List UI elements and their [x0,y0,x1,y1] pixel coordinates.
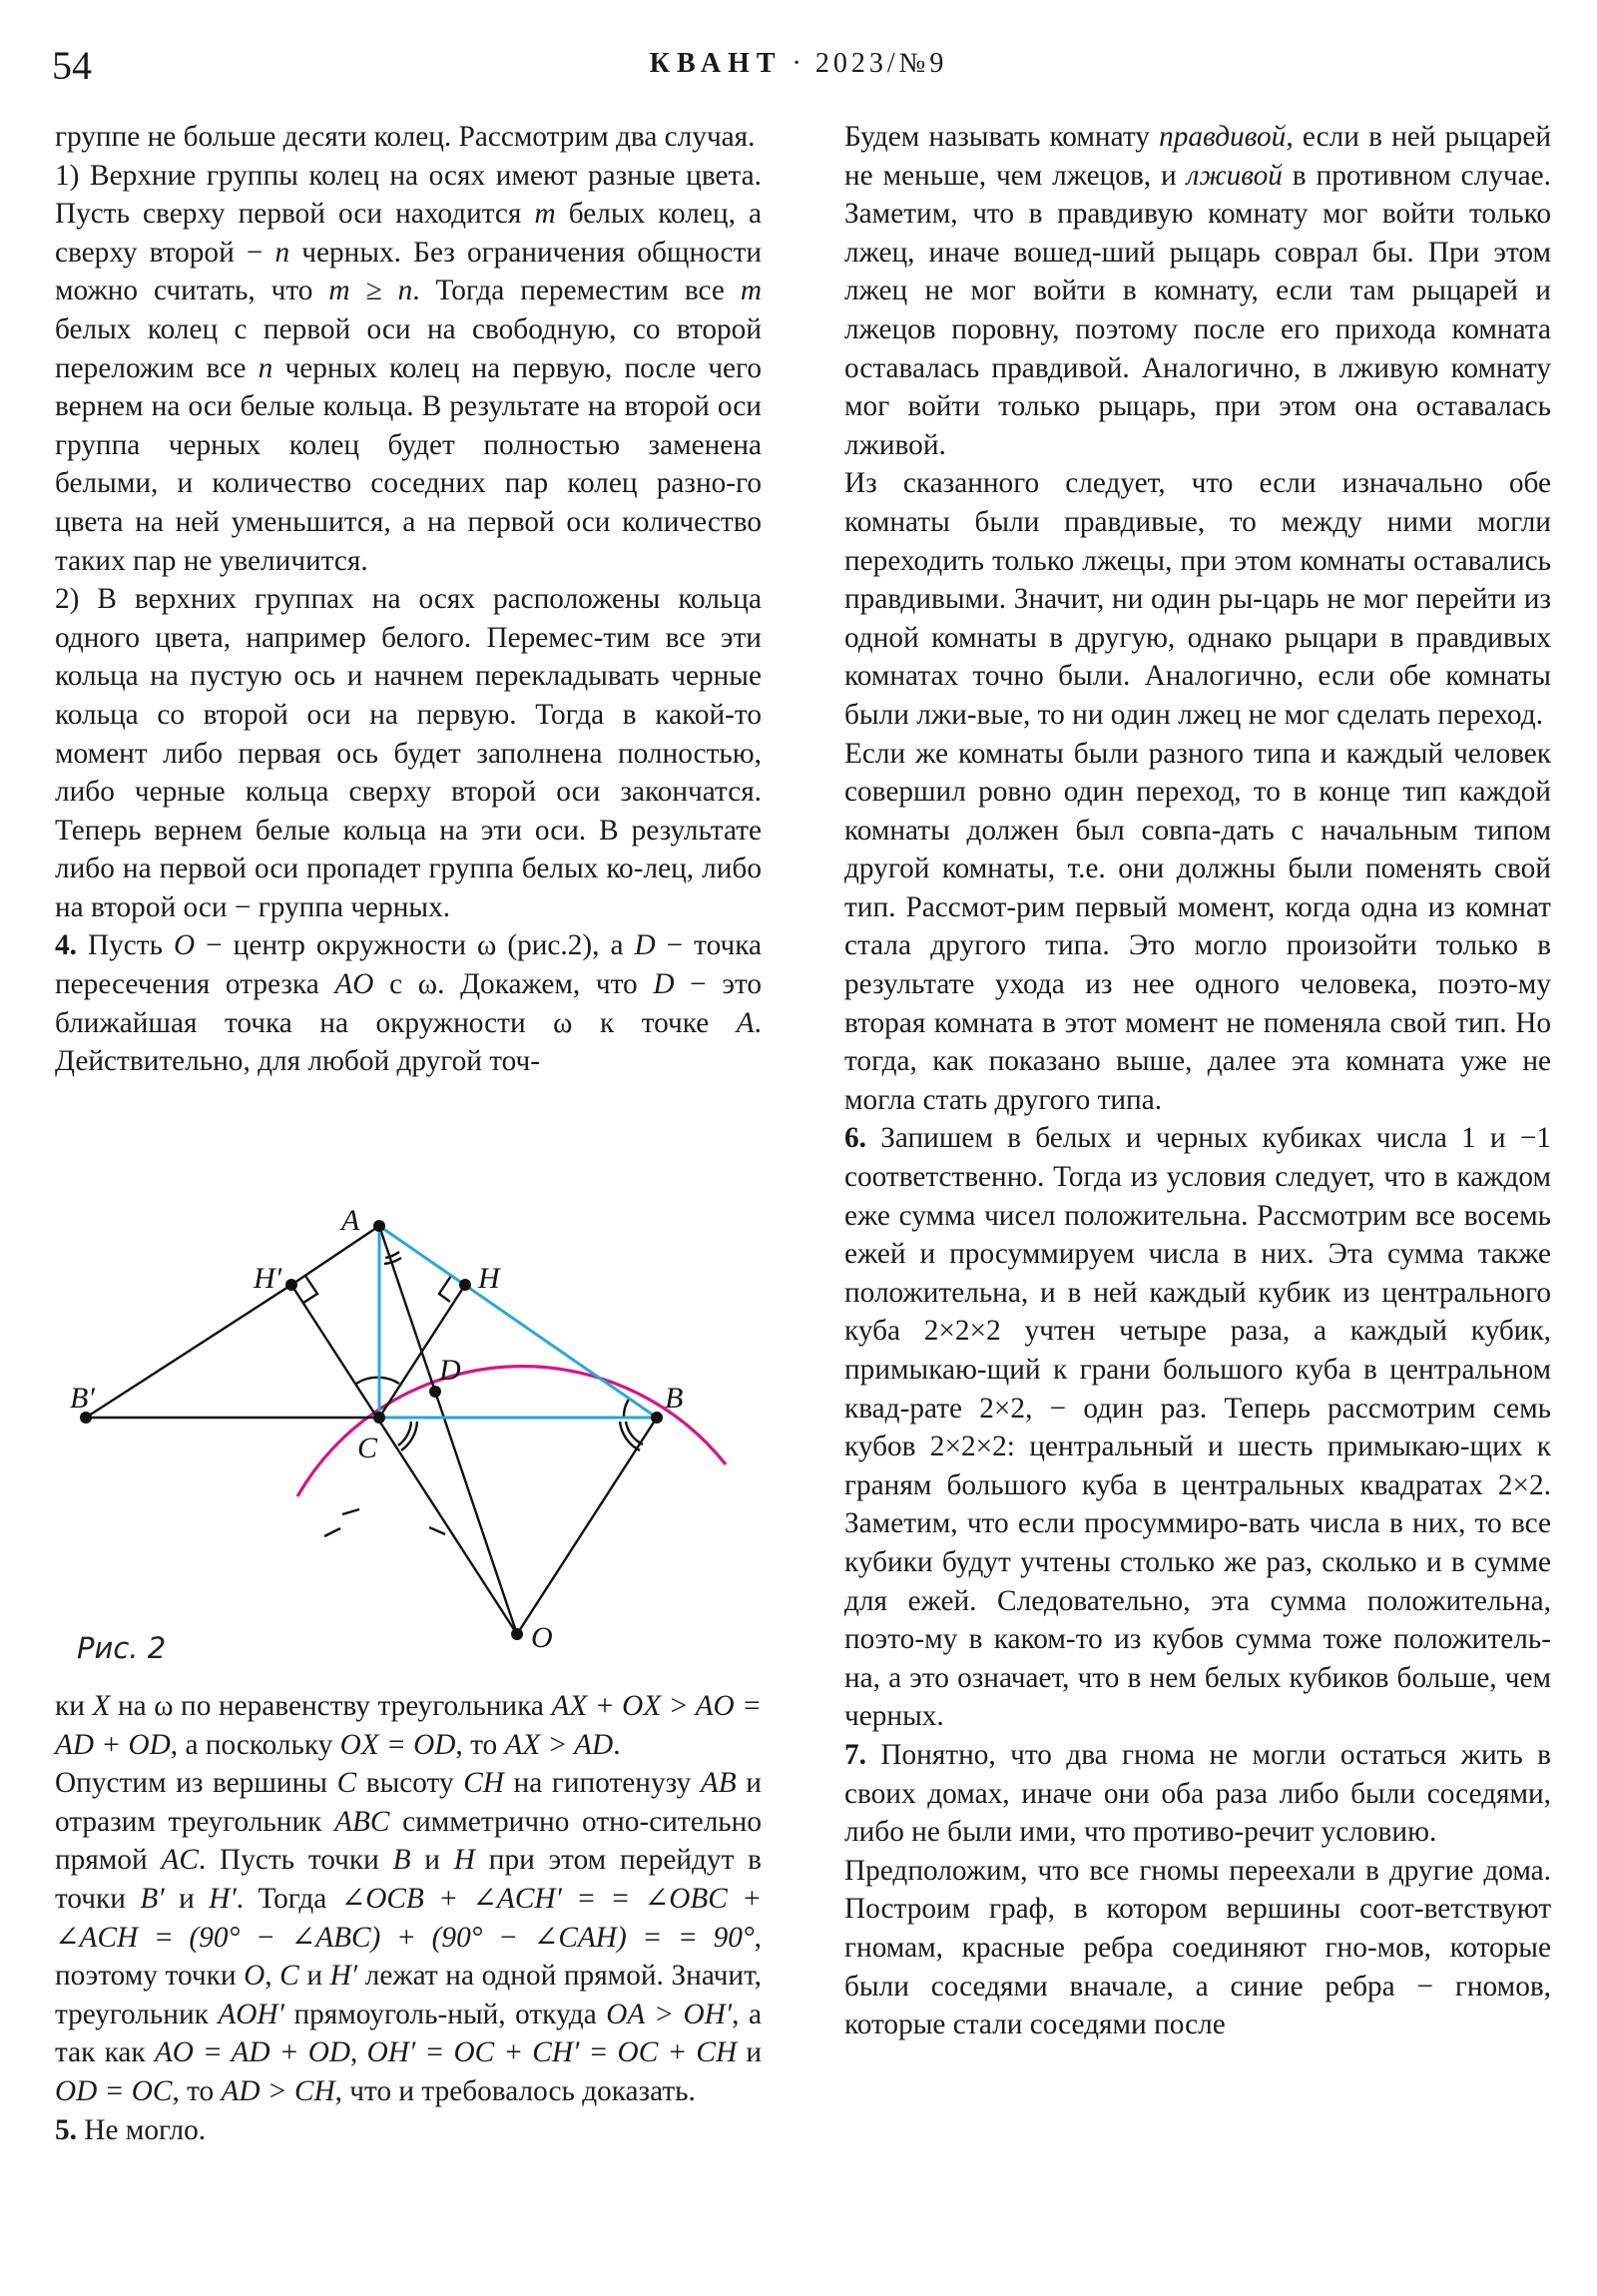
paragraph: группе не больше десяти колец. Рассмотрим два случая. [55,121,756,153]
paragraph-case-1: 1) Верхние группы колец на осях имеют разные цвета. Пусть сверху первой оси находится m белых колец, а сверху второй − n черных. Без ограничения общности можно считать, что m ≥ n. Тогда переместим все m белых колец с первой оси на свободную, со второй переложим все n черных колец на первую, после чего вернем на оси белые кольца. В результате на второй оси группа черных колец будет полностью заменена белыми, и количество соседних пар колец разно-го цвета на ней уменьшится, а на первой оси количество таких пар не увеличится. [55,159,762,577]
solution-4: 4. Пусть O − центр окружности ω (рис.2), а D − точка пересечения отрезка AO с ω. Докажем, что D − это ближайшая точка на окружности ω к точке A. Действительно, для любой другой точ- [55,929,763,1078]
page-number: 54 [52,43,92,88]
black-lines [86,1226,657,1634]
label-A: A [341,1204,360,1237]
label-H: H [478,1262,500,1295]
label-C: C [357,1432,378,1464]
figure-caption: Рис. 2 [77,1631,167,1665]
problem-number: 6. [844,1122,866,1155]
label-B-prime: B′ [70,1382,95,1415]
solution-6: 6. Запишем в белых и черных кубиках числа 1 и −1 соответственно. Тогда из условия следует, что в каждом еже сумма чисел положительна. Рассмотрим все восемь ежей и просуммируем числа в них. Эта сумма также положительна, и в ней каждый кубик из центрального куба 2×2×2 учтен четыре раза, а каждый кубик, примыкаю-щий к грани большого куба в центральном квад-рате 2×2, − один раз. Теперь рассмотрим семь кубов 2×2×2: центральный и шесть примыкаю-щих к граням большого куба в центральных квадратах 2×2. Заметим, что если просуммиро-вать числа в них, то все кубики будут учтены столько же раз, сколько и в сумме для ежей. Следовательно, эта сумма положительна, поэто-му в каком-то из кубов сумма тоже положитель-на, а это означает, что в нем белых кубиков больше, чем черных. [844,1122,1551,1733]
paragraph: Из сказанного следует, что если изначально обе комнаты были правдивые, то между ними могли переходить только лжецы, при этом комнаты оставались правдивыми. Значит, ни один ры-царь не мог перейти из одной комнаты в другую, однако рыцари в правдивых комнатах точно были. Аналогично, если обе комнаты были лжи-вые, то ни один лжец не мог сделать переход. [844,467,1551,731]
running-head [0,48,1597,80]
left-column-bottom [55,1687,762,2149]
label-B: B [665,1382,684,1415]
triangle-abc [379,1226,657,1418]
left-column-top [55,118,762,1081]
issue-number: 2023/№9 [814,48,948,79]
paragraph-case-2: 2) В верхних группах на осях расположены кольца одного цвета, например белого. Перемес-тим все эти кольца на пустую ось и начнем перекладывать черные кольца со второй оси на первую. Тогда в какой-то момент либо первая ось будет заполнена полностью, либо черные кольца сверху второй оси закончатся. Теперь вернем белые кольца на эти оси. В результате либо на первой оси пропадет группа белых ко-лец, либо на второй оси − группа черных. [55,583,762,923]
label-D: D [439,1354,461,1387]
geometry-diagram [55,1198,762,1697]
header-separator: · [792,48,805,79]
paragraph: Опустим из вершины C высоту CH на гипотенузу AB и отразим треугольник ABC симметрично отно-сительно прямой AC. Пусть точки B и H при этом перейдут в точки B′ и H′. Тогда ∠OCB + ∠ACH′ = = ∠OBC + ∠ACH = (90° − ∠ABC) + (90° − ∠CAH) = = 90°, поэтому точки O, C и H′ лежат на одной прямой. Значит, треугольник AOH′ прямоуголь-ный, откуда OA > OH′, а так как AO = AD + OD, OH′ = OC + CH′ = OC + CH и OD = OC, то AD > CH, что и требовалось доказать. [55,1767,763,2107]
label-O: O [531,1621,553,1654]
right-column [844,118,1551,2044]
problem-number: 4. [55,929,77,962]
paragraph: Если же комнаты были разного типа и каждый человек совершил ровно один переход, то в конце тип каждой комнаты должен был совпа-дать с начальным типом другой комнаты, т.е. они должны были поменять свой тип. Рассмот-рим первый момент, когда одна из комнат стала другого типа. Это могло произойти только в результате ухода из нее одного человека, поэто-му вторая комната в этот момент не поменяла свой тип. Но тогда, как показано выше, далее эта комната уже не могла стать другого типа. [844,737,1551,1116]
paragraph: Будем называть комнату правдивой, если в ней рыцарей не меньше, чем лжецов, и лживой в противном случае. Заметим, что в правдивую комнату мог войти только лжец, иначе вошед-ший рыцарь соврал бы. При этом лжец не мог войти в комнату, если там рыцарей и лжецов поровну, поэтому после его прихода комната оставалась правдивой. Аналогично, в лживую комнату мог войти только рыцарь, при этом она оставалась лживой. [844,121,1551,461]
problem-number: 5. [55,2113,77,2146]
problem-number: 7. [844,1738,866,1771]
label-H-prime: H′ [254,1262,282,1295]
paragraph: ки X на ω по неравенству треугольника AX + OX > AO = AD + OD, а поскольку OX = OD, то AX > AD. [55,1690,762,1761]
paragraph: Предположим, что все гномы переехали в другие дома. Построим граф, в котором вершины соот-ветствуют гномам, красные ребра соединяют гно-мов, которые были соседями вначале, а синие ребра − гномов, которые стали соседями после [844,1854,1551,2041]
solution-5: 5. Не могло. [55,2113,207,2146]
figure-2 [55,1198,762,1697]
magazine-title: КВАНТ [649,48,783,79]
points [80,1220,663,1640]
solution-7: 7. Понятно, что два гнома не могли остаться жить в своих домах, иначе они оба раза либо были соседями, либо не были ими, что противо-речит условию. [844,1738,1551,1849]
